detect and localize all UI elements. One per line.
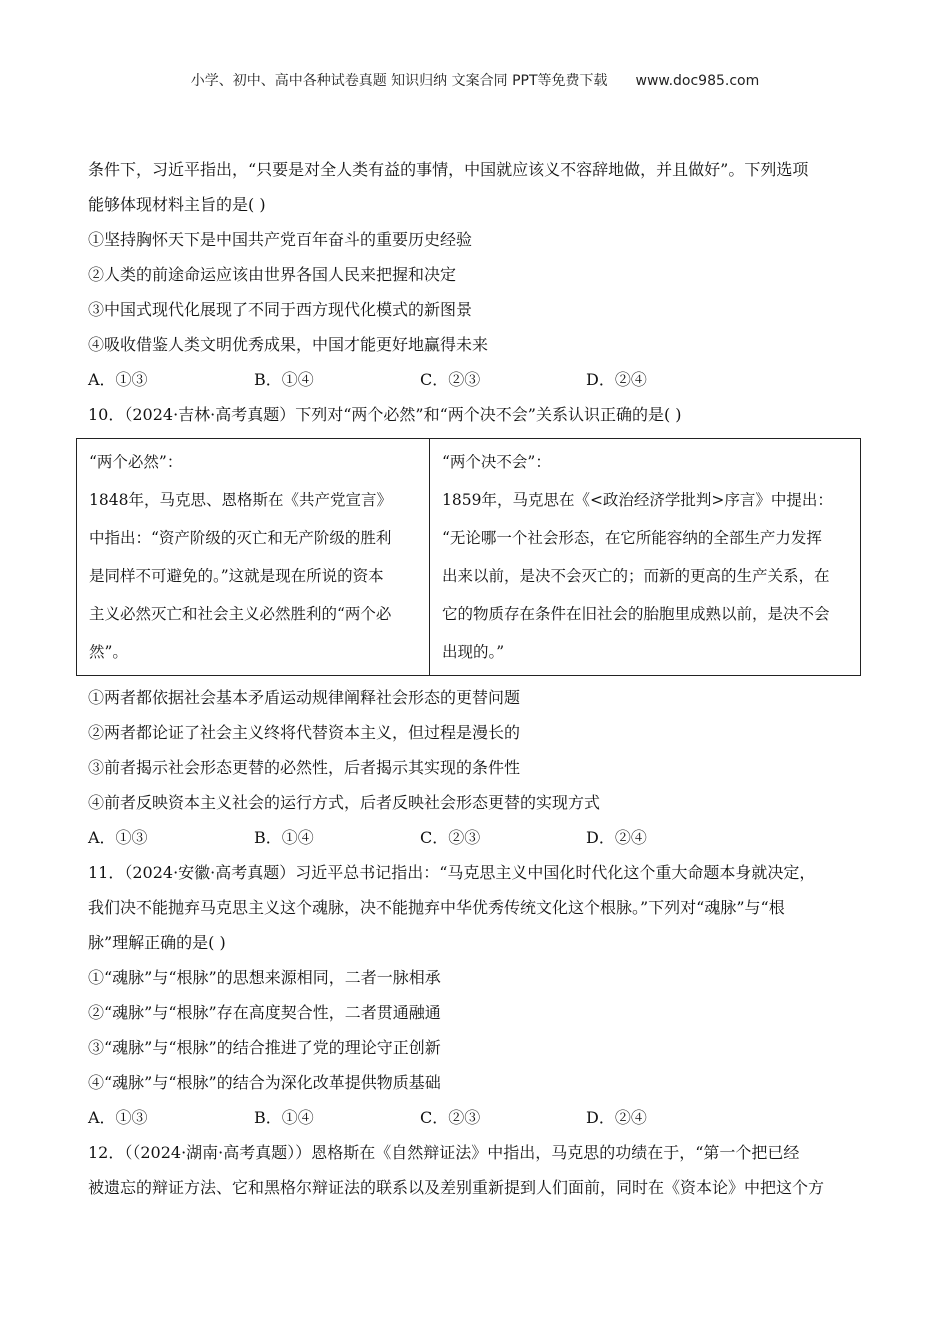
- q11-statement: ①“魂脉”与“根脉”的思想来源相同，二者一脉相承: [88, 968, 441, 987]
- q11-line: 我们决不能抛弃马克思主义这个魂脉，决不能抛弃中华优秀传统文化这个根脉。”下列对“魂脉”与“根: [88, 898, 785, 917]
- q11-option-c: C．②③: [420, 1108, 481, 1127]
- cell-line: 它的物质存在条件在旧社会的胎胞里成熟以前，是决不会: [442, 605, 830, 623]
- comparison-table: [76, 438, 861, 676]
- q10-statement: ①两者都依据社会基本矛盾运动规律阐释社会形态的更替问题: [88, 688, 521, 707]
- q11-line: 脉”理解正确的是( ): [88, 933, 226, 952]
- question-9: [88, 152, 863, 397]
- q11-line: 11．（2024·安徽·高考真题）习近平总书记指出：“马克思主义中国化时代化这个重大命题本身就决定，: [88, 863, 816, 882]
- q10-options: [88, 820, 863, 855]
- q9-statement: ①坚持胸怀天下是中国共产党百年奋斗的重要历史经验: [88, 230, 473, 249]
- q11-statement: ②“魂脉”与“根脉”存在高度契合性，二者贯通融通: [88, 1003, 441, 1022]
- question-12: [88, 1135, 863, 1205]
- cell-line: 出现的。”: [442, 643, 505, 661]
- q10-option-a: A．①③: [88, 828, 148, 847]
- q10-stem: 10．（2024·吉林·高考真题）下列对“两个必然”和“两个决不会”关系认识正确的是( ): [88, 405, 682, 424]
- q10-option-c: C．②③: [420, 828, 481, 847]
- table-cell-two-inevitables: [77, 439, 430, 676]
- q11-option-b: B．①④: [254, 1108, 314, 1127]
- cell-line: 出来以前，是决不会灭亡的；而新的更高的生产关系，在: [442, 567, 830, 585]
- q12-line: 被遗忘的辩证方法、它和黑格尔辩证法的联系以及差别重新提到人们面前，同时在《资本论》中把这个方: [88, 1178, 825, 1197]
- cell-line: “两个决不会”：: [442, 453, 551, 471]
- question-10: [88, 397, 863, 855]
- q11-option-d: D．②④: [586, 1108, 647, 1127]
- q12-line: 12．（（2024·湖南·高考真题））恩格斯在《自然辩证法》中指出，马克思的功绩在于，“第一个把已经: [88, 1143, 800, 1162]
- q9-statement: ②人类的前途命运应该由世界各国人民来把握和决定: [88, 265, 457, 284]
- q10-statement: ②两者都论证了社会主义终将代替资本主义，但过程是漫长的: [88, 723, 521, 742]
- q10-option-b: B．①④: [254, 828, 314, 847]
- page-header: [0, 70, 950, 90]
- cell-line: 1859年，马克思在《<政治经济学批判>序言》中提出：: [442, 491, 833, 509]
- q10-option-d: D．②④: [586, 828, 647, 847]
- q10-statement: ③前者揭示社会形态更替的必然性，后者揭示其实现的条件性: [88, 758, 521, 777]
- q11-statement: ③“魂脉”与“根脉”的结合推进了党的理论守正创新: [88, 1038, 441, 1057]
- cell-line: 然”。: [89, 643, 128, 661]
- q9-option-c: C．②③: [420, 370, 481, 389]
- document-body: [88, 152, 863, 1205]
- cell-line: 主义必然灭亡和社会主义必然胜利的“两个必: [89, 605, 392, 623]
- cell-line: 中指出：“资产阶级的灭亡和无产阶级的胜利: [89, 529, 392, 547]
- table-cell-two-nevers: [430, 439, 861, 676]
- header-url[interactable]: www.doc985.com: [635, 73, 760, 89]
- cell-line: 1848年，马克思、恩格斯在《共产党宣言》: [89, 491, 392, 509]
- cell-line: 是同样不可避免的。”这就是现在所说的资本: [89, 567, 384, 585]
- q11-statement: ④“魂脉”与“根脉”的结合为深化改革提供物质基础: [88, 1073, 441, 1092]
- q9-statement: ③中国式现代化展现了不同于西方现代化模式的新图景: [88, 300, 473, 319]
- q9-line: 能够体现材料主旨的是( ): [88, 195, 266, 214]
- cell-line: “两个必然”：: [89, 453, 183, 471]
- q9-option-d: D．②④: [586, 370, 647, 389]
- q9-option-b: B．①④: [254, 370, 314, 389]
- header-text: 小学、初中、高中各种试卷真题 知识归纳 文案合同 PPT等免费下载: [190, 73, 608, 89]
- question-11: [88, 855, 863, 1135]
- q9-option-a: A．①③: [88, 370, 148, 389]
- q9-line: 条件下，习近平指出，“只要是对全人类有益的事情，中国就应该义不容辞地做，并且做好”。下列选项: [88, 160, 809, 179]
- q9-statement: ④吸收借鉴人类文明优秀成果，中国才能更好地赢得未来: [88, 335, 489, 354]
- q11-options: [88, 1100, 863, 1135]
- q10-statement: ④前者反映资本主义社会的运行方式，后者反映社会形态更替的实现方式: [88, 793, 601, 812]
- q9-options: [88, 362, 863, 397]
- cell-line: “无论哪一个社会形态，在它所能容纳的全部生产力发挥: [442, 529, 822, 547]
- q11-option-a: A．①③: [88, 1108, 148, 1127]
